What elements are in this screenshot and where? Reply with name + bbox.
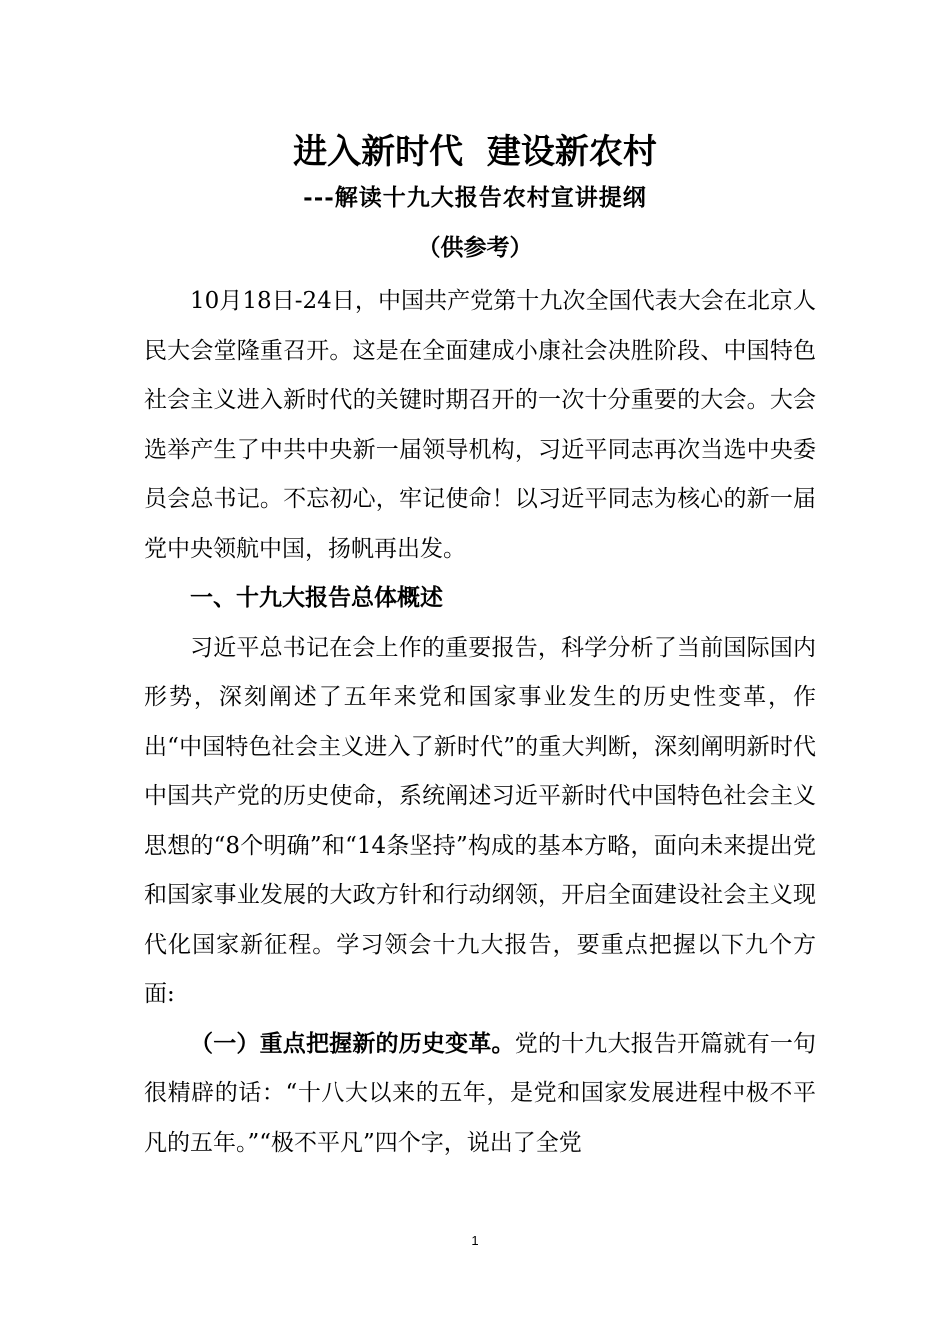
reference-note: （供参考） (417, 234, 533, 261)
section-heading: 一、十九大报告总体概述 (190, 585, 443, 611)
point-one-paragraph (144, 1020, 816, 1169)
point-one-text: 党的十九大报告开篇就有一句很精辟的话：“十八大以来的五年，是党和国家发展进程中极不平凡的五年。”“极不平凡”四个字，说出了全党 (144, 1030, 817, 1156)
overview-paragraph: 习近平总书记在会上作的重要报告，科学分析了当前国际国内形势，深刻阐述了五年来党和国家事业发生的历史性变革，作出“中国特色社会主义进入了新时代”的重大判断，深刻阐明新时代中国共产党的历史使命，系统阐述习近平新时代中国特色社会主义思想的“8个明确”和“14条坚持”构成的基本方略，面向未来提出党和国家事业发展的大政方针和行动纲领，开启全面建设社会主义现代化国家新征程。学习领会十九大报告，要重点把握以下九个方面: (144, 634, 816, 1007)
page-number: 1 (471, 1233, 479, 1248)
intro-paragraph: 10月18日-24日，中国共产党第十九次全国代表大会在北京人民大会堂隆重召开。这是在全面建成小康社会决胜阶段、中国特色社会主义进入新时代的关键时期召开的一次十分重要的大会。大会选举产生了中共中央新一届领导机构，习近平同志再次当选中央委员会总书记。不忘初心，牢记使命！以习近平同志为核心的新一届党中央领航中国，扬帆再出发。 (144, 288, 816, 562)
point-one-lead: （一）重点把握新的历史变革。 (190, 1030, 515, 1057)
document-subtitle: ---解读十九大报告农村宣讲提纲 (303, 184, 647, 211)
document-title: 进入新时代 建设新农村 (293, 132, 657, 172)
document-body (144, 277, 816, 1168)
